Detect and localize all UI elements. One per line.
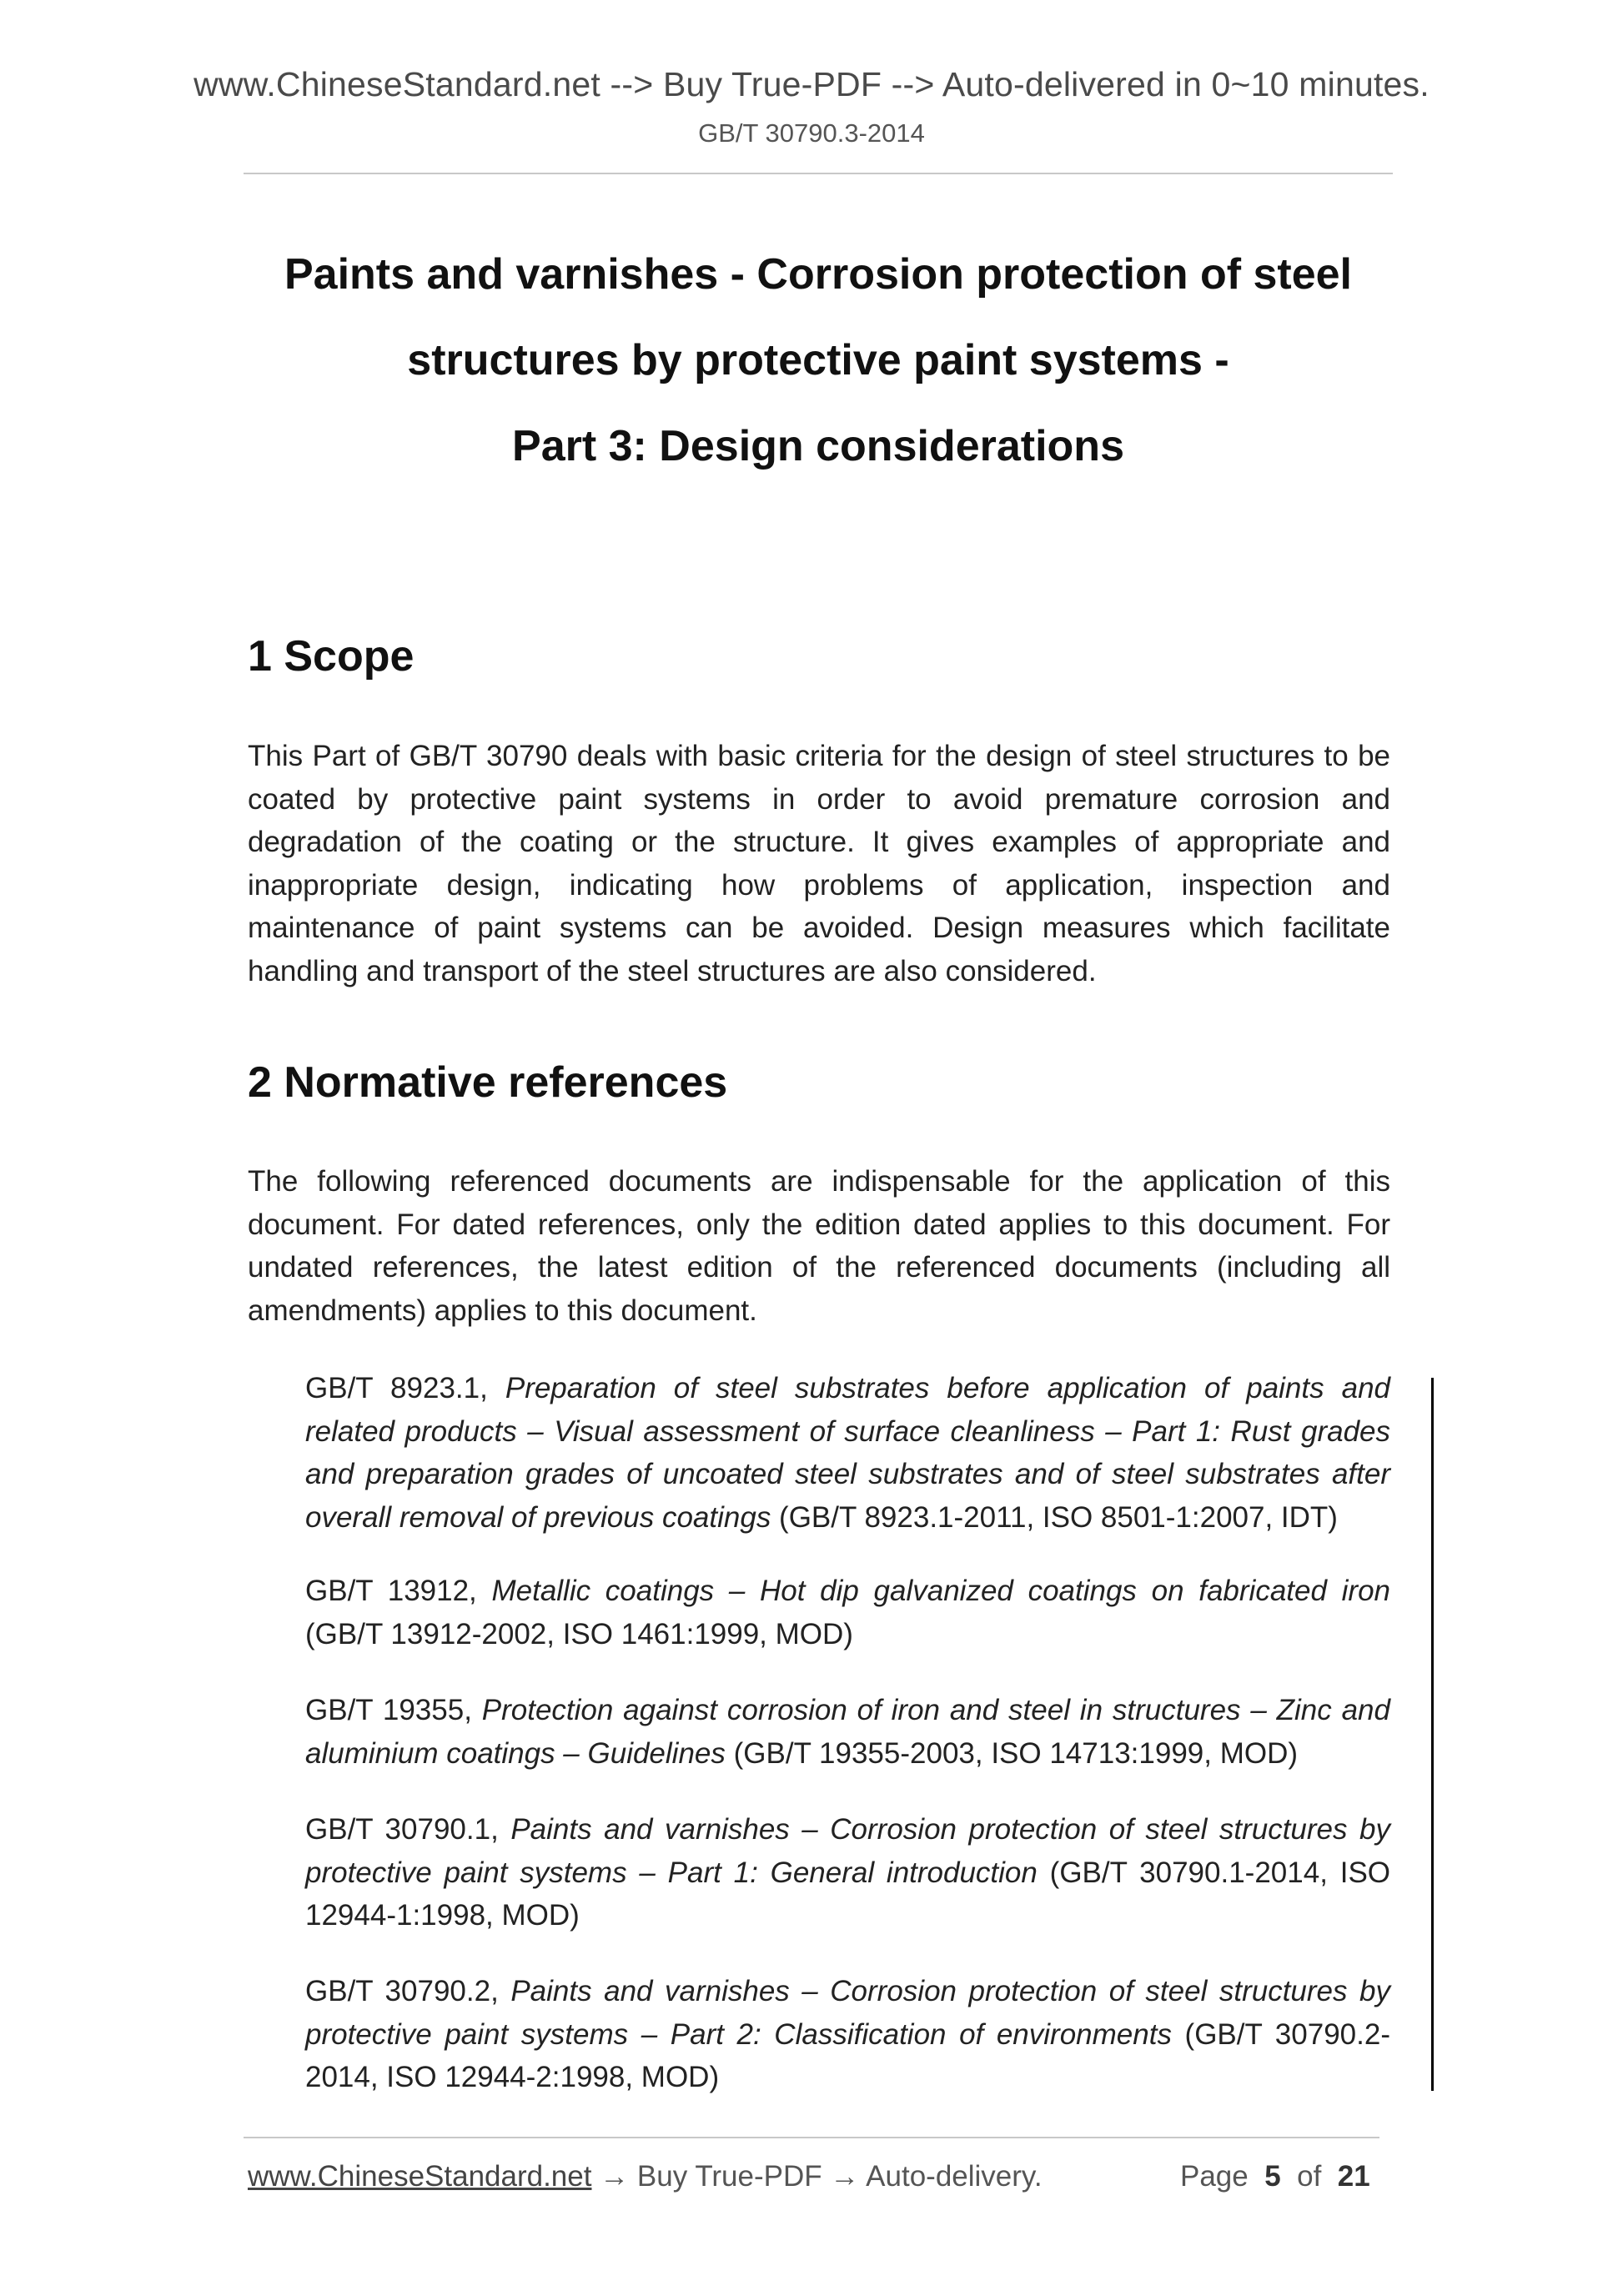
section-heading-normative-references: 2 Normative references	[248, 1058, 728, 1107]
footer-text: → Buy True-PDF → Auto-delivery.	[591, 2160, 1043, 2193]
page-total: 21	[1337, 2160, 1370, 2193]
reference-code: GB/T 8923.1,	[305, 1372, 505, 1404]
reference-item	[305, 1970, 1390, 2099]
reference-title: Paints and varnishes – Corrosion protection of steel structures by protective paint systems – Part 1: General introduction	[305, 1813, 1390, 1889]
reference-code: GB/T 30790.2,	[305, 1975, 511, 2007]
reference-item	[305, 1689, 1390, 1775]
header-divider	[244, 173, 1393, 174]
footer-divider	[244, 2137, 1379, 2138]
reference-code: GB/T 30790.1,	[305, 1813, 511, 1846]
reference-suffix: (GB/T 30790.2-2014, ISO 12944-2:1998, MOD)	[305, 2017, 1390, 2093]
reference-item	[305, 1808, 1390, 1937]
page-number	[1180, 2160, 1370, 2193]
site-banner: www.ChineseStandard.net --> Buy True-PDF --> Auto-delivered in 0~10 minutes.	[193, 65, 1430, 103]
page-current: 5	[1264, 2160, 1281, 2193]
standard-code: GB/T 30790.3-2014	[698, 118, 925, 148]
scope-paragraph: This Part of GB/T 30790 deals with basic criteria for the design of steel structures to be coated by protective paint systems in order to avoid premature corrosion and degradation of the coating or the structure. It gives examples of appropriate and inappropriate design, indicating how problems of application, inspection and maintenance of paint systems can be avoided. Design measures which facilitate handling and transport of the steel structures are also considered.	[248, 740, 1390, 987]
page-label: Page	[1180, 2160, 1249, 2193]
reference-item	[305, 1367, 1390, 1539]
footer-site-link[interactable]: www.ChineseStandard.net	[248, 2160, 592, 2193]
reference-title: Preparation of steel substrates before application of paints and related products – Visual assessment of surface cleanliness – Part 1: Rust grades and preparation grades of uncoated steel substrates and of steel substrates after overall removal of previous coatings	[305, 1372, 1390, 1534]
reference-suffix: (GB/T 19355-2003, ISO 14713:1999, MOD)	[725, 1736, 1299, 1770]
reference-title: Protection against corrosion of iron and steel in structures – Zinc and aluminium coatings – Guidelines	[305, 1694, 1390, 1770]
reference-title: Metallic coatings – Hot dip galvanized coatings on fabricated iron	[491, 1575, 1390, 1607]
footer	[248, 2160, 1043, 2193]
reference-suffix: (GB/T 8923.1-2011, ISO 8501-1:2007, IDT)	[771, 1500, 1338, 1534]
reference-item	[305, 1570, 1390, 1655]
title-line-1: Paints and varnishes - Corrosion protection of steel	[284, 250, 1353, 299]
reference-suffix: (GB/T 13912-2002, ISO 1461:1999, MOD)	[305, 1617, 853, 1650]
document-title	[244, 232, 1393, 490]
reference-title: Paints and varnishes – Corrosion protection of steel structures by protective paint systems – Part 2: Classification of environments	[305, 1975, 1390, 2051]
page-of-label: of	[1297, 2160, 1322, 2193]
section-heading-scope: 1 Scope	[248, 632, 415, 681]
title-line-2: structures by protective paint systems -	[407, 336, 1229, 384]
revision-change-bar	[1431, 1378, 1434, 2091]
normative-references-paragraph: The following referenced documents are indispensable for the application of this document. For dated references, only the edition dated applies to this document. For undated references, the latest edition of the referenced documents (including all amendments) applies to this document.	[248, 1165, 1390, 1327]
reference-code: GB/T 19355,	[305, 1694, 482, 1726]
reference-code: GB/T 13912,	[305, 1575, 492, 1607]
title-line-3: Part 3: Design considerations	[512, 422, 1124, 470]
reference-suffix: (GB/T 30790.1-2014, ISO 12944-1:1998, MOD)	[305, 1856, 1391, 1932]
